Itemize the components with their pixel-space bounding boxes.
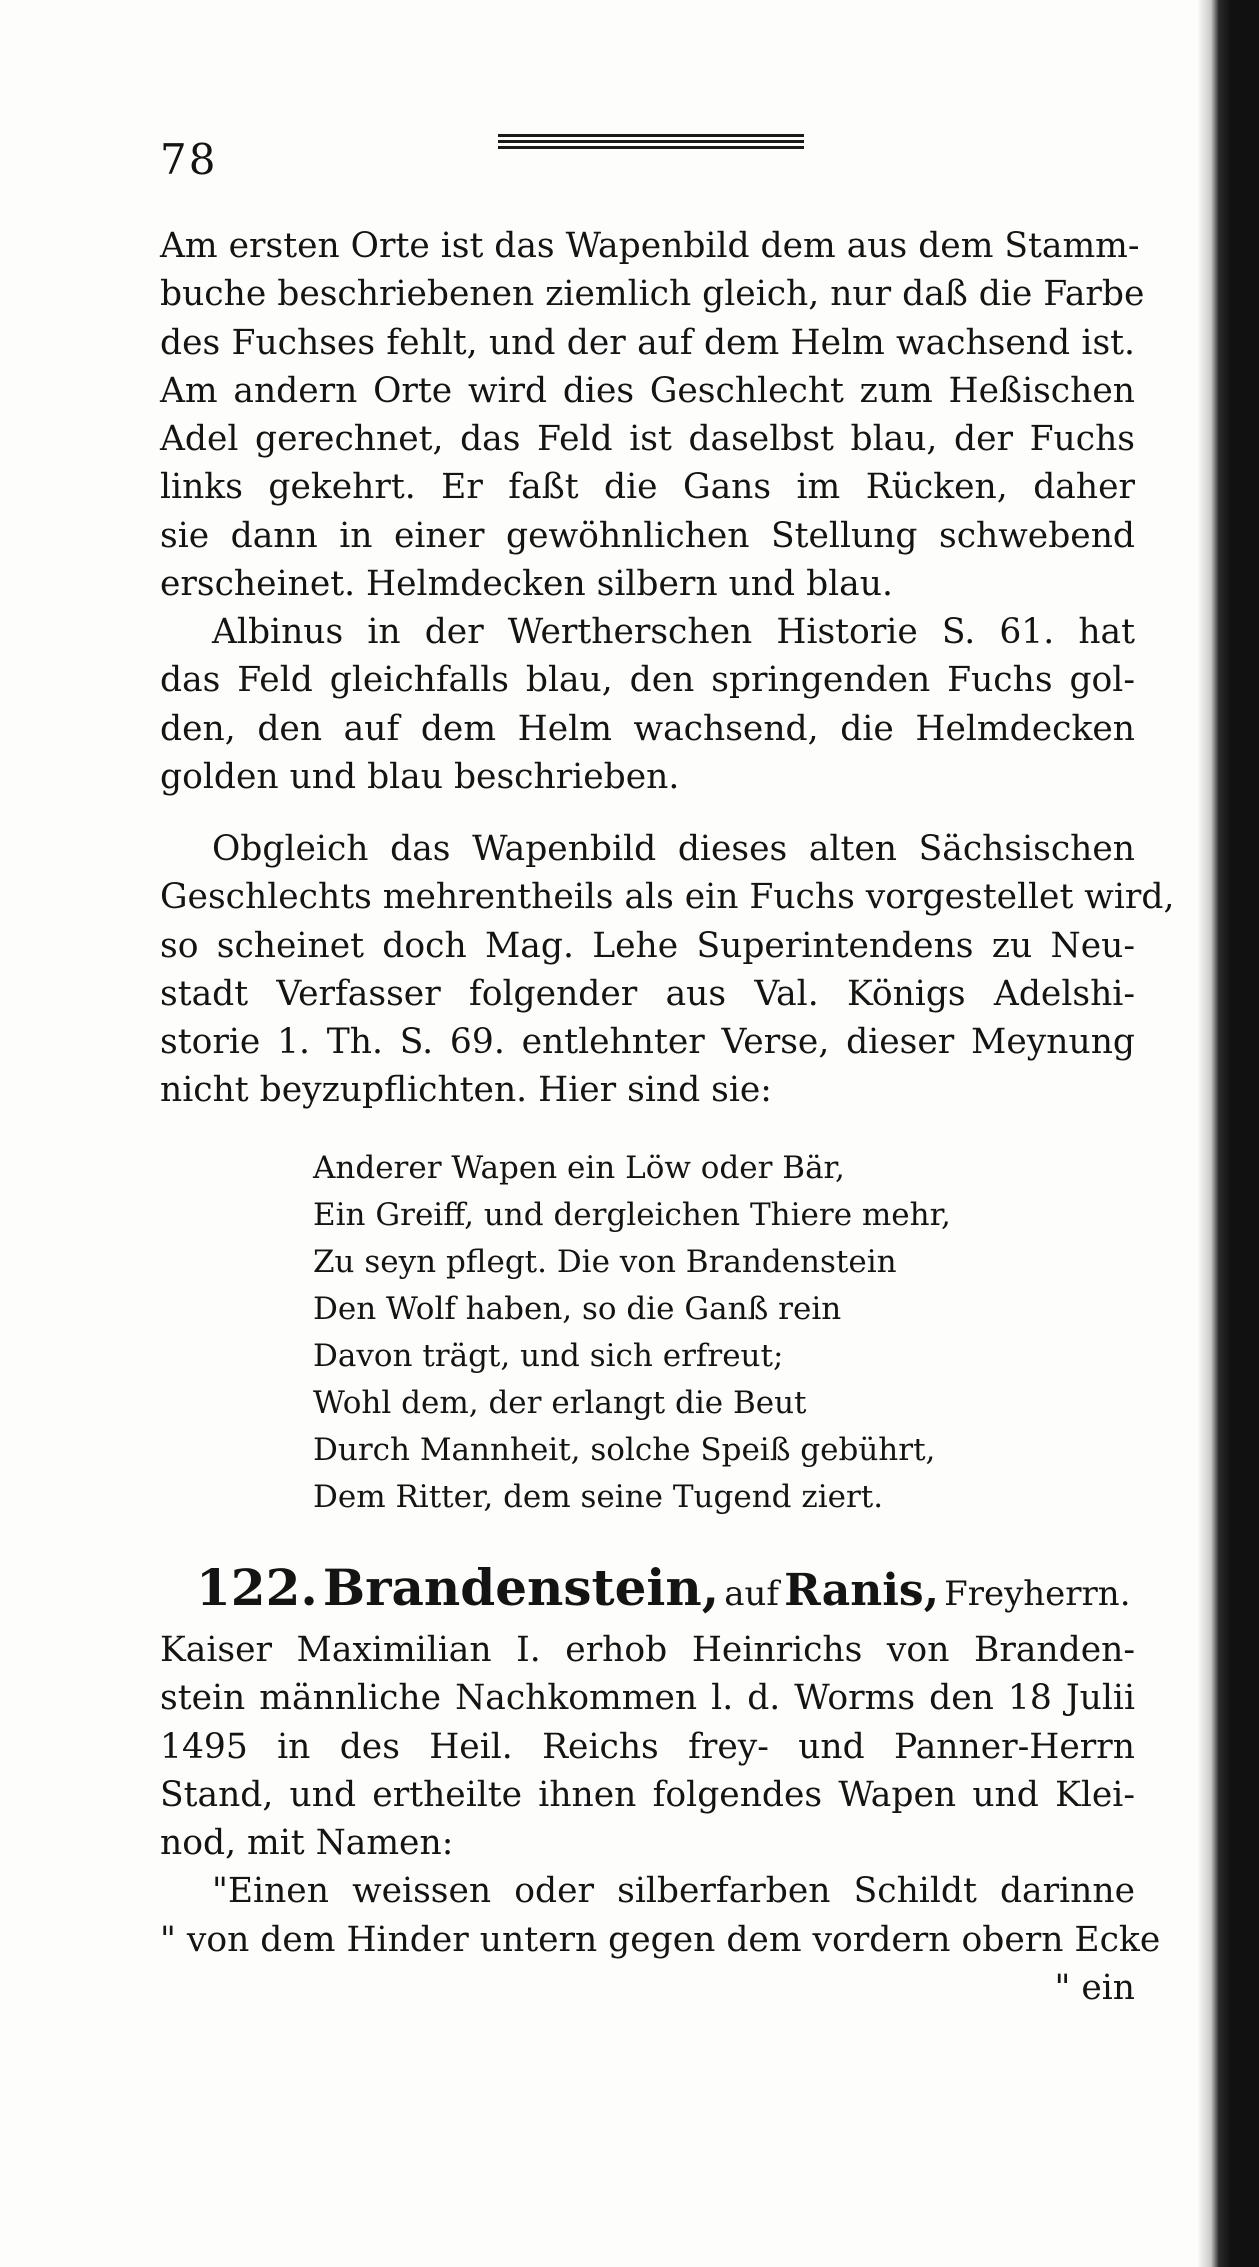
poem-verse: Ein Greiff, und dergleichen Thiere mehr, (313, 1197, 951, 1233)
poem-verse: Zu seyn pflegt. Die von Brandenstein (313, 1244, 897, 1280)
header-ornament-rule (498, 132, 804, 150)
poem-verse: Wohl dem, der erlangt die Beut (313, 1385, 807, 1421)
text-line: Kaiser Maximilian I. erhob Heinrichs von Branden- (160, 1630, 1135, 1670)
section-heading (196, 1558, 1131, 1620)
paragraph-1 (160, 222, 1145, 608)
section-place: Ranis, (784, 1565, 940, 1616)
section-family-name: Brandenstein, (322, 1558, 720, 1617)
section-body (160, 1626, 1161, 2012)
text-line: Am ersten Orte ist das Wapenbild dem aus dem Stamm- (160, 226, 1140, 266)
text-line: " von dem Hinder untern gegen dem vordern obern Ecke (160, 1919, 1161, 1960)
text-line: Albinus in der Wertherschen Historie S. 61. hat (212, 612, 1135, 652)
page-edge-shadow (1197, 0, 1259, 2267)
poem-verse: Den Wolf haben, so die Ganß rein (313, 1291, 842, 1327)
text-line: buche beschriebenen ziemlich gleich, nur daß die Farbe (160, 274, 1145, 315)
text-line: so scheinet doch Mag. Lehe Superintendens zu Neu- (160, 925, 1135, 966)
catchword: " ein (1054, 1968, 1135, 2009)
page-number: 78 (160, 135, 218, 184)
text-line: Obgleich das Wapenbild dieses alten Sächsischen (212, 829, 1135, 869)
text-line: links gekehrt. Er faßt die Gans im Rücken, daher (160, 467, 1135, 508)
text-line: stein männliche Nachkommen l. d. Worms den 18 Julii (160, 1678, 1135, 1719)
poem-verse: Dem Ritter, dem seine Tugend ziert. (313, 1479, 884, 1515)
text-line: Am andern Orte wird dies Geschlecht zum Heßischen (160, 370, 1135, 411)
paragraph-2 (160, 608, 1135, 801)
section-number: 122. (196, 1558, 318, 1617)
text-line: nod, mit Namen: (160, 1823, 454, 1864)
paragraph-3 (160, 825, 1175, 1115)
text-line: erscheinet. Helmdecken silbern und blau. (160, 564, 893, 605)
poem (313, 1145, 951, 1521)
text-line: 1495 in des Heil. Reichs frey- und Panner-Herrn (160, 1726, 1135, 1767)
text-line: des Fuchses fehlt, und der auf dem Helm wachsend ist. (160, 322, 1135, 363)
section-preposition: auf (724, 1574, 780, 1614)
poem-verse: Durch Mannheit, solche Speiß gebührt, (313, 1432, 936, 1468)
text-line: storie 1. Th. S. 69. entlehnter Verse, dieser Meynung (160, 1022, 1135, 1063)
text-line: "Einen weissen oder silberfarben Schildt darinne (212, 1871, 1135, 1912)
section-rank: Freyherrn. (944, 1574, 1131, 1614)
text-line: Geschlechts mehrentheils als ein Fuchs vorgestellet wird, (160, 877, 1175, 918)
text-line: den, den auf dem Helm wachsend, die Helmdecken (160, 708, 1135, 749)
poem-verse: Davon trägt, und sich erfreut; (313, 1338, 784, 1374)
text-line: nicht beyzupflichten. Hier sind sie: (160, 1070, 772, 1111)
text-line: Stand, und ertheilte ihnen folgendes Wapen und Klei- (160, 1774, 1135, 1815)
text-line: sie dann in einer gewöhnlichen Stellung schwebend (160, 515, 1135, 556)
text-line: stadt Verfasser folgender aus Val. Königs Adelshi- (160, 973, 1135, 1014)
text-line: golden und blau beschrieben. (160, 756, 680, 797)
poem-verse: Anderer Wapen ein Löw oder Bär, (313, 1150, 845, 1186)
text-line: Adel gerechnet, das Feld ist daselbst blau, der Fuchs (160, 419, 1135, 460)
text-line: das Feld gleichfalls blau, den springenden Fuchs gol- (160, 660, 1135, 701)
